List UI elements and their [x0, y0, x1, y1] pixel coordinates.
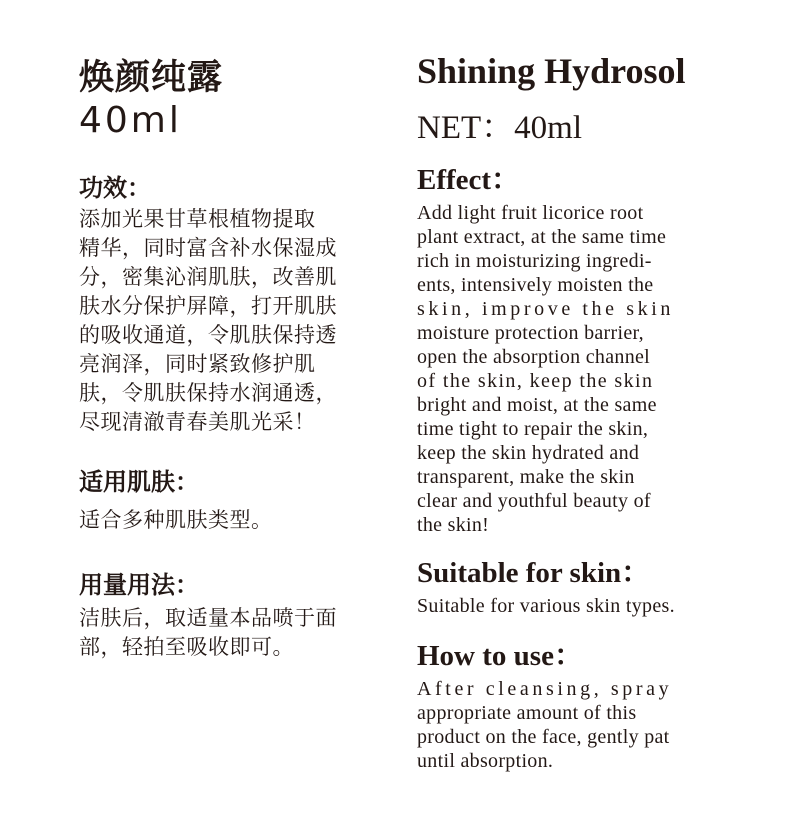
effect-line-cn: 肤水分保护屏障，打开肌肤: [79, 294, 337, 318]
effect-line-cn: 肤，令肌肤保持水润通透，: [79, 381, 337, 405]
effect-line-en: Add light fruit licorice root: [417, 202, 644, 224]
usage-line-cn: 洁肤后，取适量本品喷于面: [79, 606, 337, 630]
skin-heading-en: Suitable for skin：: [417, 557, 651, 589]
effect-line-en: plant extract, at the same time: [417, 226, 667, 248]
skin-text-en: Suitable for various skin types.: [417, 595, 675, 617]
usage-text-en: [417, 677, 717, 773]
effect-line-en: the skin!: [417, 514, 490, 536]
effect-line-en: time tight to repair the skin,: [417, 418, 649, 440]
product-volume-en: NET：40ml: [417, 110, 582, 146]
effect-heading-cn: 功效：: [79, 174, 151, 202]
effect-text-en: [417, 201, 717, 537]
effect-line-en: transparent, make the skin: [417, 466, 635, 488]
usage-heading-cn: 用量用法：: [79, 571, 199, 599]
effect-line-en: ents, intensively moisten the: [417, 274, 654, 296]
skin-heading-cn: 适用肌肤：: [79, 468, 199, 496]
usage-text-cn: [79, 604, 389, 662]
skin-text-cn: 适合多种肌肤类型。: [79, 508, 273, 532]
effect-line-en: rich in moisturizing ingredi-: [417, 250, 652, 272]
usage-heading-en: How to use：: [417, 640, 583, 672]
product-title-en: Shining Hydrosol: [417, 51, 686, 91]
effect-line-en: of the skin, keep the skin: [417, 370, 654, 392]
effect-line-cn: 添加光果甘草根植物提取: [79, 207, 316, 231]
effect-line-en: keep the skin hydrated and: [417, 442, 640, 464]
effect-line-en: clear and youthful beauty of: [417, 490, 651, 512]
effect-line-en: open the absorption channel: [417, 346, 651, 368]
effect-line-cn: 尽现清澈青春美肌光采！: [79, 410, 316, 434]
usage-line-en: until absorption.: [417, 750, 554, 772]
effect-line-cn: 的吸收通道，令肌肤保持透: [79, 323, 337, 347]
product-volume-cn: 40ml: [79, 100, 182, 141]
usage-line-en: product on the face, gently pat: [417, 726, 670, 748]
usage-line-en: appropriate amount of this: [417, 702, 637, 724]
usage-line-cn: 部，轻拍至吸收即可。: [79, 635, 294, 659]
effect-line-cn: 亮润泽，同时紧致修护肌: [79, 352, 316, 376]
effect-line-en: bright and moist, at the same: [417, 394, 657, 416]
effect-line-cn: 精华，同时富含补水保湿成: [79, 236, 337, 260]
effect-line-cn: 分，密集沁润肌肤，改善肌: [79, 265, 337, 289]
product-title-cn: 焕颜纯露: [79, 58, 224, 98]
effect-line-en: skin, improve the skin: [417, 298, 674, 320]
effect-line-en: moisture protection barrier,: [417, 322, 644, 344]
effect-heading-en: Effect：: [417, 164, 521, 196]
effect-text-cn: [79, 205, 389, 437]
usage-line-en: After cleansing, spray: [417, 678, 673, 700]
